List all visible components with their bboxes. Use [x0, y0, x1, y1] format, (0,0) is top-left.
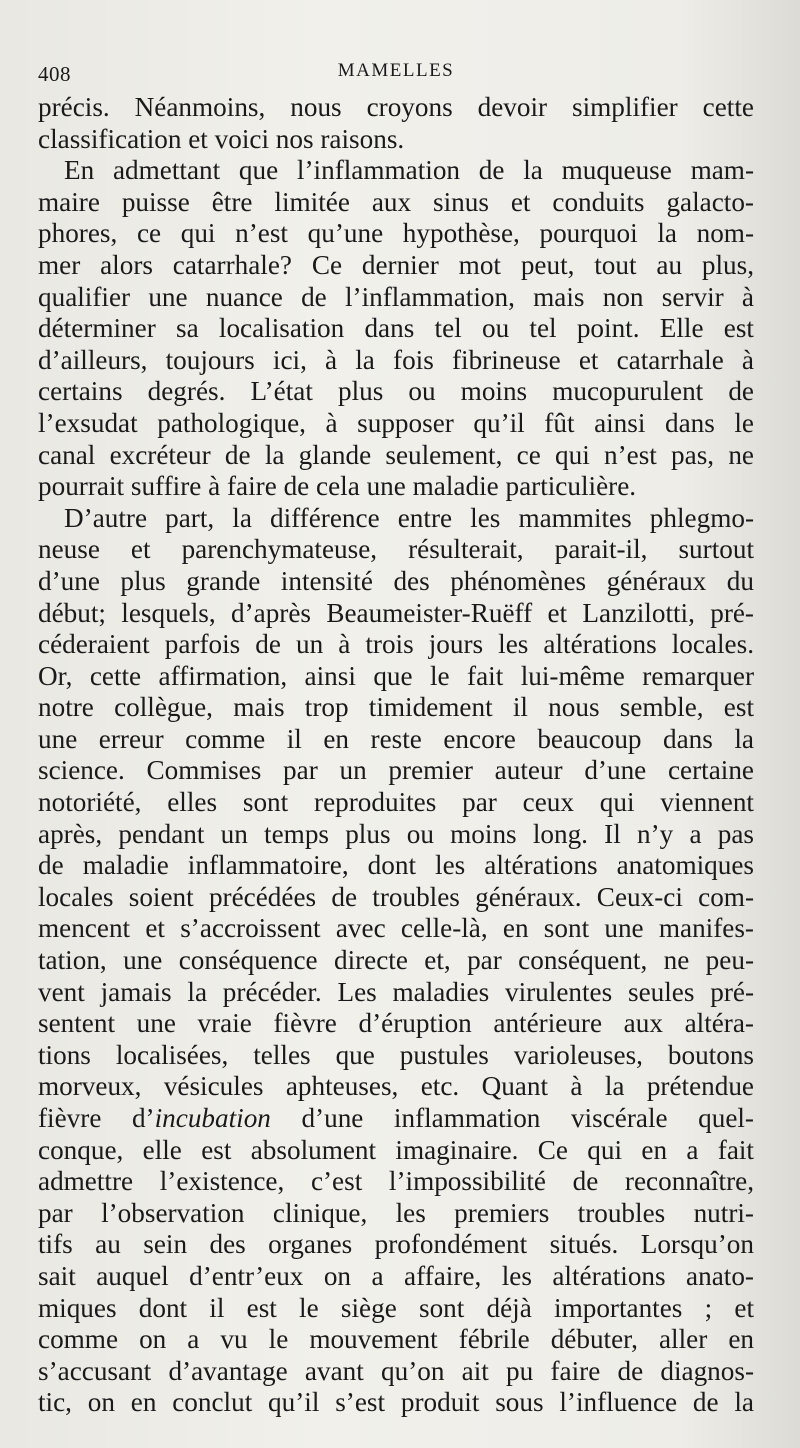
text-line: de maladie inflammatoire, dont les altérations anatomiques — [38, 850, 754, 881]
text-line: classification et voici nos raisons. — [38, 123, 405, 154]
text-line: conque, elle est absolument imaginaire. Ce qui en a fait — [38, 1134, 754, 1165]
text-line: phores, ce qui n’est qu’une hypothèse, pourquoi la nom- — [38, 218, 754, 249]
text-segment: fièvre d’ — [38, 1103, 155, 1133]
text-line: début; lesquels, d’après Beaumeister-Ruëff et Lanzilotti, pré- — [38, 597, 754, 628]
text-line: notoriété, elles sont reproduites par ceux qui viennent — [38, 787, 754, 818]
text-line: mencent et s’accroissent avec celle-là, en sont une manifes- — [38, 913, 754, 944]
text-line: l’exsudat pathologique, à supposer qu’il fût ainsi dans le — [38, 407, 754, 438]
text-line: tation, une conséquence directe et, par conséquent, ne peu- — [38, 945, 754, 976]
text-line: mer alors catarrhale? Ce dernier mot peut, tout au plus, — [38, 249, 754, 280]
text-line: après, pendant un temps plus ou moins long. Il n’y a pas — [38, 818, 754, 849]
text-line: morveux, vésicules aphteuses, etc. Quant à la prétendue — [38, 1071, 754, 1102]
text-line: D’autre part, la différence entre les mammites phlegmo- — [64, 502, 754, 533]
text-line: déterminer sa localisation dans tel ou tel point. Elle est — [38, 313, 754, 344]
text-line: canal excréteur de la glande seulement, ce qui n’est pas, ne — [38, 439, 754, 470]
text-line: locales soient précédées de troubles généraux. Ceux-ci com- — [38, 881, 754, 912]
text-line: céderaient parfois de un à trois jours les altérations locales. — [38, 629, 754, 660]
text-line: Or, cette affirmation, ainsi que le fait lui-même remarquer — [38, 660, 754, 691]
text-line: tions localisées, telles que pustules varioleuses, boutons — [38, 1039, 754, 1070]
text-line: miques dont il est le siège sont déjà importantes ; et — [38, 1292, 754, 1323]
text-line: s’accusant d’avantage avant qu’on ait pu faire de diagnos- — [38, 1355, 754, 1386]
text-line: tic, on en conclut qu’il s’est produit sous l’influence de la — [38, 1387, 754, 1418]
text-line: tifs au sein des organes profondément situés. Lorsqu’on — [38, 1229, 754, 1260]
text-line: d’ailleurs, toujours ici, à la fois fibrineuse et catarrhale à — [38, 344, 754, 375]
text-line: précis. Néanmoins, nous croyons devoir simplifier cette — [38, 92, 754, 122]
text-line: par l’observation clinique, les premiers troubles nutri- — [38, 1197, 754, 1228]
text-line: sait auquel d’entr’eux on a affaire, les altérations anato- — [38, 1260, 754, 1291]
body-text — [38, 92, 754, 1419]
text-line: science. Commises par un premier auteur d’une certaine — [38, 755, 754, 786]
text-line: sentent une vraie fièvre d’éruption antérieure aux altéra- — [38, 1008, 754, 1039]
text-line: certains degrés. L’état plus ou moins mucopurulent de — [38, 376, 754, 407]
text-line: d’une plus grande intensité des phénomènes généraux du — [38, 565, 754, 596]
page-number: 408 — [38, 62, 71, 86]
text-line: admettre l’existence, c’est l’impossibilité de reconnaître, — [38, 1166, 754, 1197]
text-segment: d’une inflammation viscérale quel- — [270, 1103, 754, 1133]
text-line: pourrait suffire à faire de cela une maladie particulière. — [38, 471, 637, 502]
text-line: En admettant que l’inflammation de la muqueuse mam- — [64, 155, 754, 186]
text-line: qualifier une nuance de l’inflammation, mais non servir à — [38, 281, 754, 312]
text-line: une erreur comme il en reste encore beaucoup dans la — [38, 723, 754, 754]
text-line: vent jamais la précéder. Les maladies virulentes seules pré- — [38, 976, 754, 1007]
text-line-with-italic — [38, 1103, 754, 1135]
text-line: neuse et parenchymateuse, résulterait, parait-il, surtout — [38, 534, 754, 565]
text-line: notre collègue, mais trop timidement il nous semble, est — [38, 692, 754, 723]
text-line: comme on a vu le mouvement fébrile débuter, aller en — [38, 1324, 754, 1355]
running-head: MAMELLES — [337, 60, 455, 81]
text-line: maire puisse être limitée aux sinus et conduits galacto- — [38, 186, 754, 217]
italic-term: incubation — [154, 1103, 271, 1133]
page-header — [38, 58, 754, 92]
